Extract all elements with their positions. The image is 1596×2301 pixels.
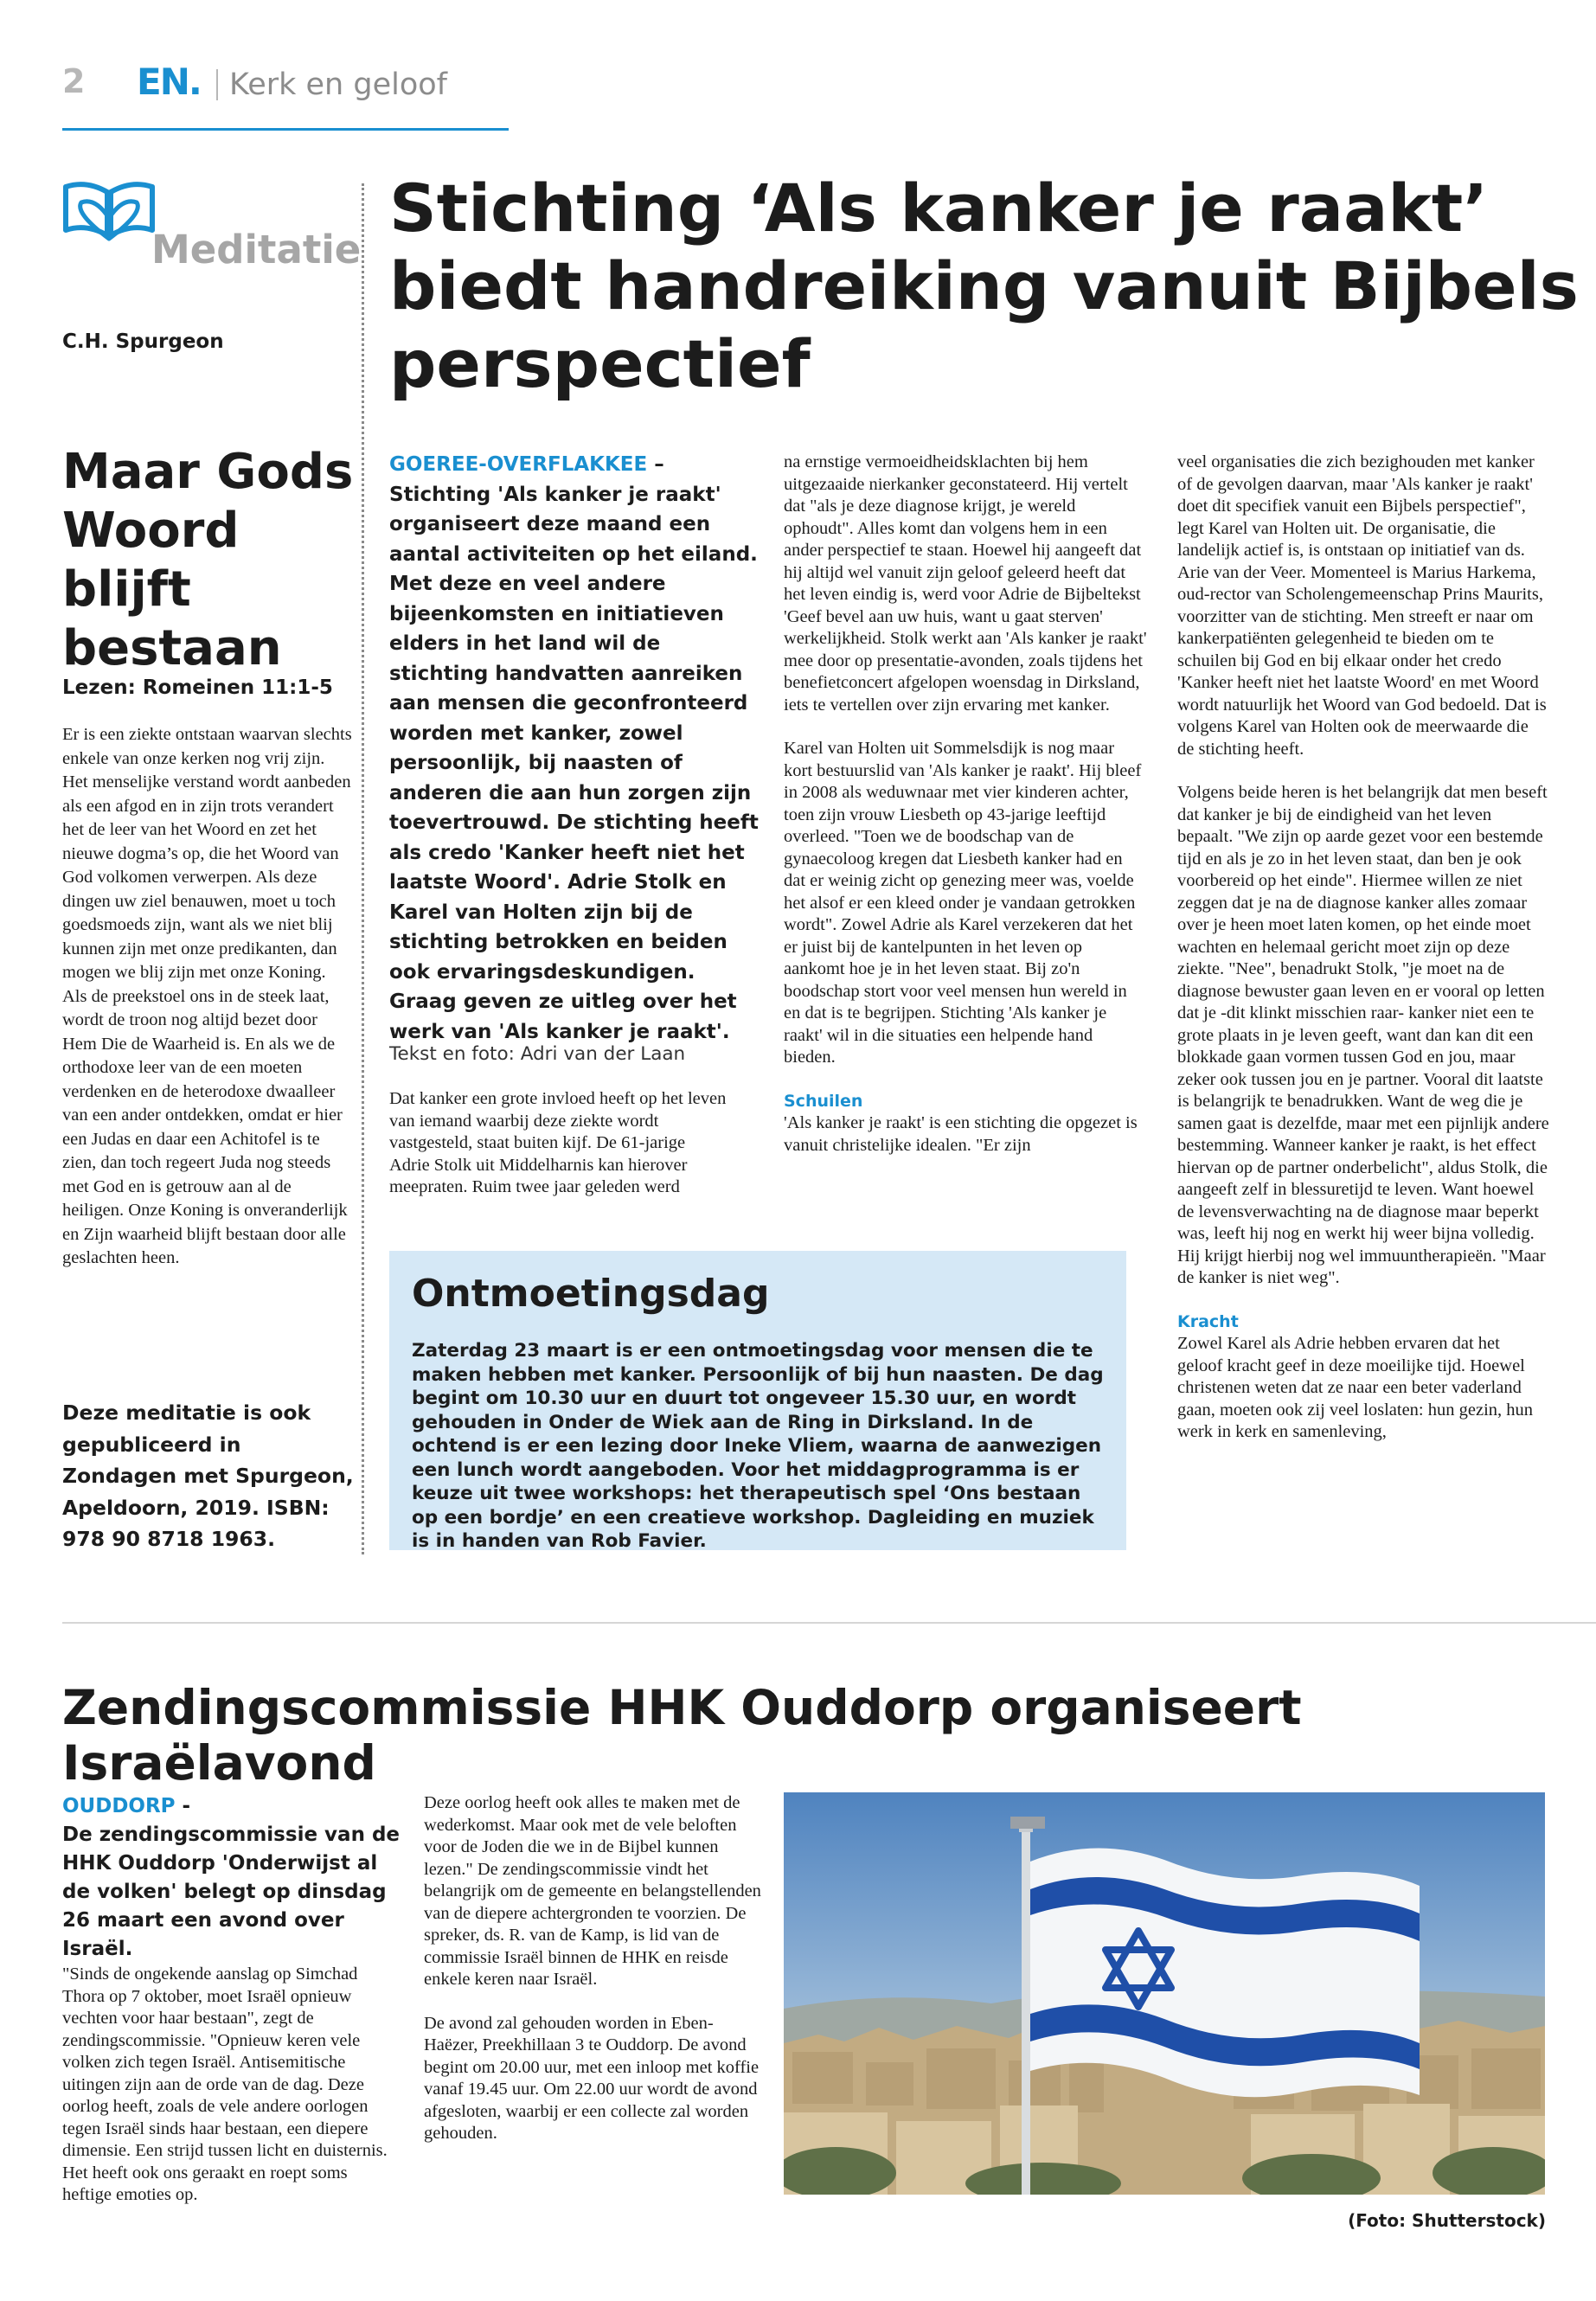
israeli-flag-photo [784, 1792, 1545, 2195]
header-separator [216, 69, 218, 100]
article2-lead [62, 1792, 408, 1964]
article-credit: Tekst en foto: Adri van der Laan [389, 1043, 686, 1065]
dateline-dash: – [647, 453, 664, 476]
photo-credit: (Foto: Shutterstock) [1348, 2210, 1546, 2231]
article-column-3 [1177, 452, 1549, 1465]
article-paragraph: veel organisaties die zich bezighouden met kanker of de gevolgen daarvan, maar 'Als kanker je raakt' doet dit specifiek vanuit een Bijbels perspectief", legt Karel van Holten uit. De organisatie, die landelijk actief is, is ontstaan op initiatief van ds. Arie van der Veer. Momenteel is Marius Harkema, oud-rector van Scholengemeenschap Prins Maurits, voorzitter van de stichting. Men streeft er naar om kankerpatiënten gelegenheid te bieden om te schuilen bij God en bij elkaar onder het credo 'Kanker heeft niet het laatste Woord' en met Woord wordt natuurlijk het Woord van God bedoeld. Dat is volgens Karel van Holten ook de meerwaarde die de stichting heeft. [1177, 452, 1547, 759]
open-book-heart-icon [61, 178, 157, 244]
meditation-author: C.H. Spurgeon [62, 330, 224, 353]
info-box-title: Ontmoetingsdag [412, 1272, 770, 1316]
article2-dateline: OUDDORP [62, 1795, 176, 1817]
meditation-body: Er is een ziekte ontstaan waarvan slechts enkele van onze kerken nog vrij zijn. Het menselijke verstand wordt aanbeden als een afgod en in zijn trots verandert het de leer van het Woord en zet het nieuwe dogma’s op, die het Woord van God volkomen verwerpen. Als deze dingen uw ziel benauwen, moet u toch goedsmoeds zijn, want als we niet blij kunnen zijn met onze predikanten, dan mogen we blij zijn met onze Koning. Als de preekstoel ons in de steek laat, wordt de troon nog altijd bezet door Hem Die de Waarheid is. En als we de orthodoxe leer van de een moeten verdenken en de heterodoxe dwaalleer van een ander ontdekken, omdat er hier een Judas en daar een Achitofel is te zien, dan toch regeert Juda nog steeds met God en is getrouw aan al de heiligen. Onze Koning is onveranderlijk en Zijn waarheid blijft bestaan door alle geslachten heen. [62, 725, 352, 1267]
article-dateline: GOEREE-OVERFLAKKEE [389, 453, 648, 476]
section-title[interactable]: Kerk en geloof [229, 67, 447, 102]
section-divider [62, 1622, 1596, 1624]
page-number: 2 [62, 62, 86, 100]
flag-illustration [784, 1792, 1545, 2195]
article2-paragraph: "Sinds de ongekende aanslag op Simchad Thora op 7 oktober, moet Israël opnieuw vechten voor haar bestaan", zegt de zendingscommissie. "Opnieuw keren vele volken zich tegen Israël. Antisemitische uitingen zijn aan de orde van de dag. Deze oorlog heeft, zoals de vele andere oorlogen tegen Israël sinds haar bestaan, een diepere dimensie. Een strijd tussen licht en duisternis. Het heeft ook ons geraakt en roept soms heftige emoties op. [62, 1965, 388, 2204]
article-subheading: Schuilen [784, 1091, 863, 1111]
info-box-text: Zaterdag 23 maart is er een ontmoetingsdag voor mensen die te maken hebben met kanker. Persoonlijk of bij hun naasten. De dag begint om 10.30 uur en duurt tot ongeveer 15.30 uur, en wordt gehouden in Onder de Wiek aan de Ring in Dirksland. In de ochtend is er een lezing door Ineke Vliem, waarna de aanwezigen een lunch wordt aangeboden. Voor het middagprogramma is er keuze uit twee workshops: het therapeutisch spel ‘Ons bestaan op een bordje’ en een creatieve workshop. Dagleiding en muziek is in handen van Rob Favier. [412, 1340, 1104, 1552]
article-column-1 [389, 1088, 727, 1221]
article-subheading: Kracht [1177, 1311, 1239, 1331]
article-column-2 [784, 452, 1147, 1178]
article2-column-2 [424, 1792, 761, 2167]
article-paragraph: na ernstige vermoeidheidsklachten bij hem uitgezaaide nierkanker geconstateerd. Hij vertelt dat "als je deze diagnose krijgt, je wereld ophoudt". Alles komt dan volgens hem in een ander perspectief te staan. Hoewel hij aangeeft dat hij altijd wel vanuit zijn geloof geleerd heeft dat het leven eindig is, werd voor Adrie de Bijbeltekst 'Geef bevel aan uw huis, want u gaat sterven' werkelijkheid. Stolk werkt aan 'Als kanker je raakt' mee door op presentatie-avonden, zoals tijdens het benefietconcert afgelopen woensdag in Dirksland, iets te vertellen over zijn ervaring met kanker. [784, 452, 1147, 715]
article2-column-1 [62, 1964, 400, 2228]
meditation-label: Meditatie [151, 227, 362, 272]
article-lead [389, 450, 761, 1047]
column-divider [362, 183, 364, 1554]
article-paragraph: Volgens beide heren is het belangrijk dat men beseft dat kanker je bij de eindigheid van het leven bepaalt. "We zijn op aarde gezet voor een bestemde tijd en als je zo in het leven staat, dan ben je ook voorbereid op het einde". Hiermee willen ze niet zeggen dat je na de diagnose kanker alles zomaar over je heen moet laten komen, op het einde moet wachten en helemaal gericht moet zijn op deze ziekte. "Nee", benadrukt Stolk, "je moet na de diagnose bewuster gaan leven en er vooral op letten dat je -dit klinkt misschien raar- kanker niet een te grote plaats in je leven geeft, want dan kan dit een blokkade gaan vormen tussen God en jou, maar zeker ook tussen jou en je partner. Vooral dit laatste is belangrijk te benadrukken. Want de weg die je samen gaat is dezelfde, maar met een pijnlijk andere bestemming. Wanneer kanker je raakt, is het effect hiervan op de partner onderbelicht", aldus Stolk, die aangeeft zelf in blessuretijd te leven. Want hoewel de levensverwachting na de diagnose maar beperkt was, leeft hij nog en werkt hij weer bijna volledig. Hij krijgt hierbij nog wel immuuntherapieën. "Maar de kanker is niet weg". [1177, 783, 1549, 1287]
article-paragraph: Karel van Holten uit Sommelsdijk is nog maar kort bestuurslid van 'Als kanker je raakt'. Hij bleef in 2008 als weduwnaar met vier kinderen achter, toen zijn vrouw Liesbeth op 43-jarige leeftijd overleed. "Toen we de boodschap van de gynaecoloog kregen dat Liesbeth kanker had en dat er weinig zicht op genezing meer was, voelde het alsof er een kleed onder je vandaan getrokken wordt". Zowel Adrie als Karel verzekeren dat het er juist bij de kantelpunten in het leven op aankomt hoe je in het leven staat. Bij zo'n boodschap stort voor veel mensen hun wereld in en dat is te begrijpen. Stichting 'Als kanker je raakt' wil in die situaties een helpende hand bieden. [784, 739, 1142, 1067]
article-paragraph: 'Als kanker je raakt' is een stichting die opgezet is vanuit christelijke idealen. "Er zijn [784, 1113, 1138, 1155]
publication-logo[interactable]: EN. [137, 61, 201, 103]
article2-paragraph: Deze oorlog heeft ook alles te maken met de wederkomst. Maar ook met de vele beloften voor de Joden die we in de Bijbel kunnen lezen." De zendingscommissie vindt het belangrijk om de gemeente en belangstellenden van de diepere achtergronden te voorzien. De spreker, ds. R. van de Kamp, is lid van de commissie Israël binnen de HHK en reisde enkele keren naar Israël. [424, 1793, 761, 1989]
article-paragraph: Dat kanker een grote invloed heeft op het leven van iemand waarbij deze ziekte wordt vastgesteld, staat buiten kijf. De 61-jarige Adrie Stolk uit Middelharnis kan hierover meepraten. Ruim twee jaar geleden werd [389, 1089, 727, 1196]
dateline-dash: - [175, 1795, 191, 1817]
meditation-note: Deze meditatie is ook gepubliceerd in Zondagen met Spurgeon, Apeldoorn, 2019. ISBN: 978 90 8718 1963. [62, 1400, 354, 1551]
article2-headline: Zendingscommissie HHK Ouddorp organiseert Israëlavond [62, 1680, 1302, 1791]
article-lead-text: Stichting 'Als kanker je raakt' organiseert deze maand een aantal activiteiten op het eiland. Met deze en veel andere bijeenkomsten en initiatieven elders in het land wil de stichting handvatten aanreiken aan mensen die geconfronteerd worden met kanker, zowel persoonlijk, bij naasten of anderen die aan hun zorgen zijn toevertrouwd. De stichting heeft als credo 'Kanker heeft niet het laatste Woord'. Adrie Stolk en Karel van Holten zijn bij de stichting betrokken en beiden ook ervaringsdeskundigen. Graag geven ze uitleg over het werk van 'Als kanker je raakt'. [389, 483, 759, 1043]
article-headline: Stichting ‘Als kanker je raakt’ biedt handreiking vanuit Bijbels perspectief [389, 170, 1579, 402]
meditation-reading: Lezen: Romeinen 11:1-5 [62, 676, 333, 699]
article-paragraph: Zowel Karel als Adrie hebben ervaren dat het geloof kracht geef in deze moeilijke tijd. Hoewel christenen weten dat ze naar een beter vaderland gaan, moeten ook zij veel loslaten: hun gezin, hun werk in kerk en samenleving, [1177, 1334, 1534, 1441]
meditation-title: Maar Gods Woord blijft bestaan [62, 444, 354, 676]
article2-lead-text: De zendingscommissie van de HHK Ouddorp 'Onderwijst al de volken' belegt op dinsdag 26 maart een avond over Israël. [62, 1823, 401, 1960]
article2-paragraph: De avond zal gehouden worden in Eben-Haëzer, Preekhillaan 3 te Ouddorp. De avond begint om 20.00 uur, met een inloop met koffie vanaf 19.45 uur. Om 22.00 uur wordt de avond afgesloten, waarbij er een collecte zal worden gehouden. [424, 2013, 760, 2143]
header-rule [62, 128, 509, 131]
